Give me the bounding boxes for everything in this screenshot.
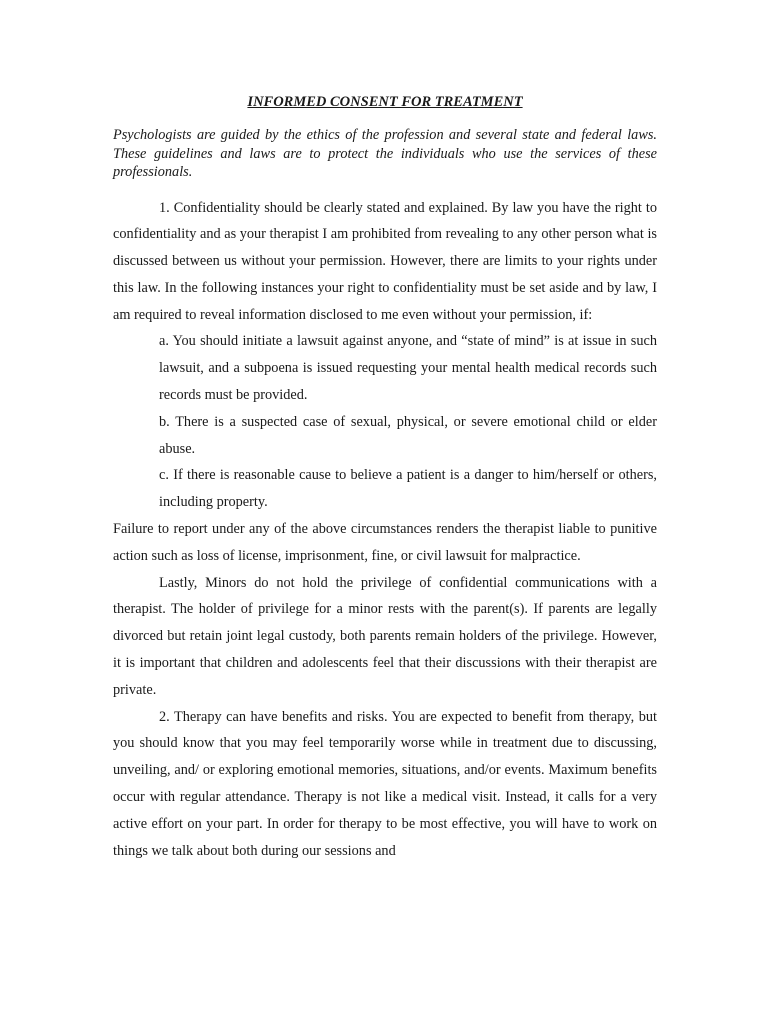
exception-item-b: b. There is a suspected case of sexual, physical, or severe emotional child or elder abuse. xyxy=(159,413,657,457)
intro-paragraph: Psychologists are guided by the ethics of the profession and several state and federal laws. These guidelines and laws are to protect the individuals who use the services of these professionals. xyxy=(113,127,657,180)
exception-item-a: a. You should initiate a lawsuit against anyone, and “state of mind” is at issue in such lawsuit, and a subpoena is issued requesting your mental health medical records such records must be provided. xyxy=(159,333,657,404)
failure-paragraph: Failure to report under any of the above circumstances renders the therapist liable to punitive action such as loss of license, imprisonment, fine, or civil lawsuit for malpractice. xyxy=(113,521,657,564)
document-title: INFORMED CONSENT FOR TREATMENT xyxy=(247,94,523,110)
document-content xyxy=(113,92,657,864)
exception-item-c: c. If there is reasonable cause to believe a patient is a danger to him/herself or others, including property. xyxy=(159,467,657,511)
minors-paragraph: Lastly, Minors do not hold the privilege of confidential communications with a therapist. The holder of privilege for a minor rests with the parent(s). If parents are legally divorced but retain joint legal custody, both parents remain holders of the privilege. However, it is important that children and adolescents feel that their discussions with their therapist are private. xyxy=(113,574,657,698)
confidentiality-paragraph: 1. Confidentiality should be clearly stated and explained. By law you have the right to confidentiality and as your therapist I am prohibited from revealing to any other person what is discussed between us without your permission. However, there are limits to your rights under this law. In the following instances your right to confidentiality must be set aside and by law, I am required to reveal information disclosed to me even without your permission, if: xyxy=(113,199,657,323)
benefits-risks-paragraph: 2. Therapy can have benefits and risks. You are expected to benefit from therapy, but you should know that you may feel temporarily worse while in treatment due to discussing, unveiling, and/ or exploring emotional memories, situations, and/or events. Maximum benefits occur with regular attendance. Therapy is not like a medical visit. Instead, it calls for a very active effort on your part. In order for therapy to be most effective, you will have to work on things we talk about both during our sessions and xyxy=(113,708,657,859)
